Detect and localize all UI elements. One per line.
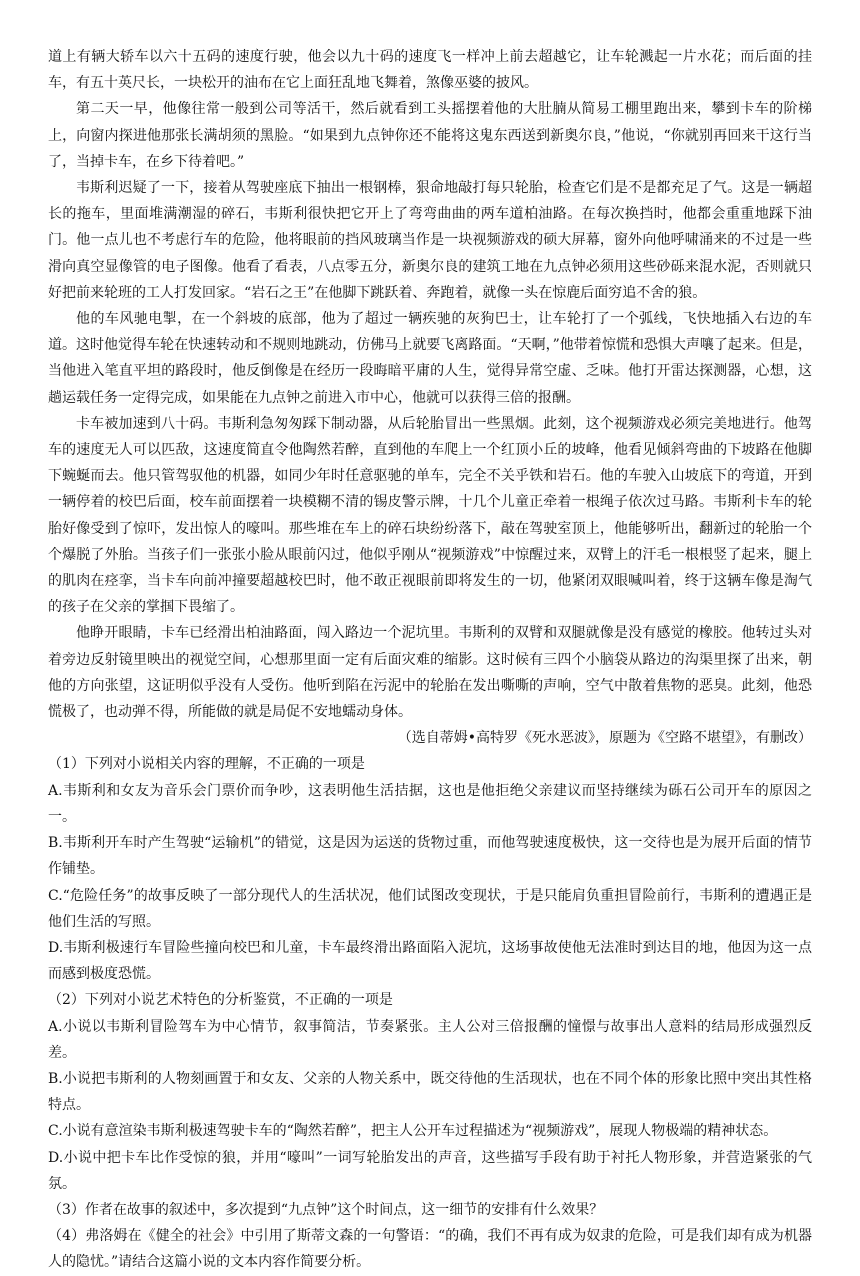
question-2 <box>48 987 812 1197</box>
exam-page <box>48 44 812 1276</box>
paragraph: 他睁开眼睛，卡车已经滑出柏油路面，闯入路边一个泥坑里。韦斯利的双臂和双腿就像是没有感觉的橡胶。他转过头对着旁边反射镜里映出的视觉空间，心想那里面一定有后面灾难的缩影。这时候有三四个小脑袋从路边的沟渠里探了出来，朝他的方向张望，这证明似乎没有人受伤。他听到陷在污泥中的轮胎在发出嘶嘶的声响，空气中散着焦物的恶臭。此刻，他恐慌极了，也动弹不得，所能做的就是局促不安地蠕动身体。 <box>48 625 812 721</box>
source-citation: （选自蒂姆•高特罗《死水恶波》，原题为《空路不堪望》，有删改） <box>397 730 812 747</box>
paragraph: 卡车被加速到八十码。韦斯利急匆匆踩下制动器，从后轮胎冒出一些黑烟。此刻，这个视频游戏必须完美地进行。他驾车的速度无人可以匹敌，这速度简直令他陶然若醉，直到他的车爬上一个红顶小丘的坡峰，他看见倾斜弯曲的下坡路在他脚下蜿蜒而去。他只管驾驭他的机器，如同少年时任意驱驰的单车，完全不关乎铁和岩石。他的车驶入山坡底下的弯道，开到一辆停着的校巴后面，校车前面摆着一块模糊不清的锡皮警示牌，十几个儿童正牵着一根绳子依次过马路。韦斯利卡车的轮胎好像受到了惊吓，发出惊人的嚎叫。那些堆在车上的碎石块纷纷落下，敲在驾驶室顶上，他能够听出，翻新过的轮胎一个个爆脱了外胎。当孩子们一张张小脸从眼前闪过，他似乎刚从“视频游戏”中惊醒过来，双臂上的汗毛一根根竖了起来，腿上的肌肉在痉挛，当卡车向前冲撞要超越校巴时，他不敢正视眼前即将发生的一切，他紧闭双眼喊叫着，终于这辆车像是淘气的孩子在父亲的掌掴下畏缩了。 <box>48 415 812 616</box>
question-stem: （3）作者在故事的叙述中，多次提到“九点钟”这个时间点，这一细节的安排有什么效果？ <box>48 1201 604 1218</box>
option-d: D.韦斯利极速行车冒险些撞向校巴和儿童，卡车最终滑出路面陷入泥坑，这场事故使他无法准时到达目的地，他因为这一点而感到极度恐慌。 <box>48 939 812 983</box>
option-c: C.“危险任务”的故事反映了一部分现代人的生活状况，他们试图改变现状，于是只能肩负重担冒险前行，韦斯利的遭遇正是他们生活的写照。 <box>48 887 812 930</box>
question-1 <box>48 751 812 987</box>
question-stem: （1）下列对小说相关内容的理解，不正确的一项是 <box>48 756 365 773</box>
question-stem: （4）弗洛姆在《健全的社会》中引用了斯蒂文森的一句警语：“的确，我们不再有成为奴隶的危险，可是我们却有成为机器人的隐忧。”请结合这篇小说的文本内容作简要分析。 <box>48 1228 812 1271</box>
option-b: B.小说把韦斯利的人物刻画置于和女友、父亲的人物关系中，既交待他的生活现状，也在不同个体的形象比照中突出其性格特点。 <box>48 1070 812 1114</box>
question-4 <box>48 1223 812 1275</box>
passage <box>48 44 812 725</box>
question-3 <box>48 1197 812 1223</box>
option-b: B.韦斯利开车时产生驾驶“运输机”的错觉，这是因为运送的货物过重，而他驾驶速度极快，这一交待也是为展开后面的情节作铺垫。 <box>48 835 812 878</box>
paragraph: 他的车风驰电掣，在一个斜坡的底部，他为了超过一辆疾驰的灰狗巴士，让车轮打了一个弧线，飞快地插入右边的车道。这时他觉得车轮在快速转动和不规则地跳动，仿佛马上就要飞离路面。“天啊，”他带着惊慌和恐惧大声嚷了起来。但是，当他进入笔直平坦的路段时，他反倒像是在经历一段晦暗平庸的人生，觉得异常空虚、乏味。他打开雷达探测器，心想，这趟运载任务一定得完成，如果能在九点钟之前进入市中心，他就可以获得三倍的报酬。 <box>48 311 812 406</box>
option-d: D.小说中把卡车比作受惊的狼，并用“嚎叫”一词写轮胎发出的声音，这些描写手段有助于衬托人物形象，并营造紧张的气氛。 <box>48 1149 812 1192</box>
option-c: C.小说有意渲染韦斯利极速驾驶卡车的“陶然若醉”，把主人公开车过程描述为“视频游戏”，展现人物极端的精神状态。 <box>48 1123 778 1140</box>
option-a: A.小说以韦斯利冒险驾车为中心情节，叙事简洁，节奏紧张。主人公对三倍报酬的憧憬与故事出人意料的结局形成强烈反差。 <box>48 1018 812 1061</box>
option-a: A.韦斯利和女友为音乐会门票价而争吵，这表明他生活拮据，这也是他拒绝父亲建议而坚持继续为砾石公司开车的原因之一。 <box>48 782 812 825</box>
paragraph: 韦斯利迟疑了一下，接着从驾驶座底下抽出一根钢棒，狠命地敲打每只轮胎，检查它们是不是都充足了气。这是一辆超长的拖车，里面堆满潮湿的碎石，韦斯利很快把它开上了弯弯曲曲的两车道柏油路。在每次换挡时，他都会重重地踩下油门。他一点儿也不考虑行车的危险，他将眼前的挡风玻璃当作是一块视频游戏的硕大屏幕，窗外向他呼啸涌来的不过是一些滑向真空显像管的电子图像。他看了看表，八点零五分，新奥尔良的建筑工地在九点钟必须用这些砂砾来混水泥，否则就只好把前来轮班的工人打发回家。“岩石之王”在他脚下跳跃着、奔跑着，就像一头在惊鹿后面穷追不舍的狼。 <box>48 180 812 301</box>
question-stem: （2）下列对小说艺术特色的分析鉴赏，不正确的一项是 <box>48 992 393 1009</box>
paragraph: 道上有辆大轿车以六十五码的速度行驶，他会以九十码的速度飞一样冲上前去超越它，让车轮溅起一片水花；而后面的挂车，有五十英尺长，一块松开的油布在它上面狂乱地飞舞着，煞像巫婆的披风。 <box>48 49 812 92</box>
paragraph: 第二天一早，他像往常一般到公司等活干，然后就看到工头摇摆着他的大肚腩从简易工棚里跑出来，攀到卡车的阶梯上，向窗内探进他那张长满胡须的黑脸。“如果到九点钟你还不能将这鬼东西送到新奥尔良，”他说，“你就别再回来干这行当了，当掉卡车，在乡下待着吧。” <box>48 101 812 170</box>
